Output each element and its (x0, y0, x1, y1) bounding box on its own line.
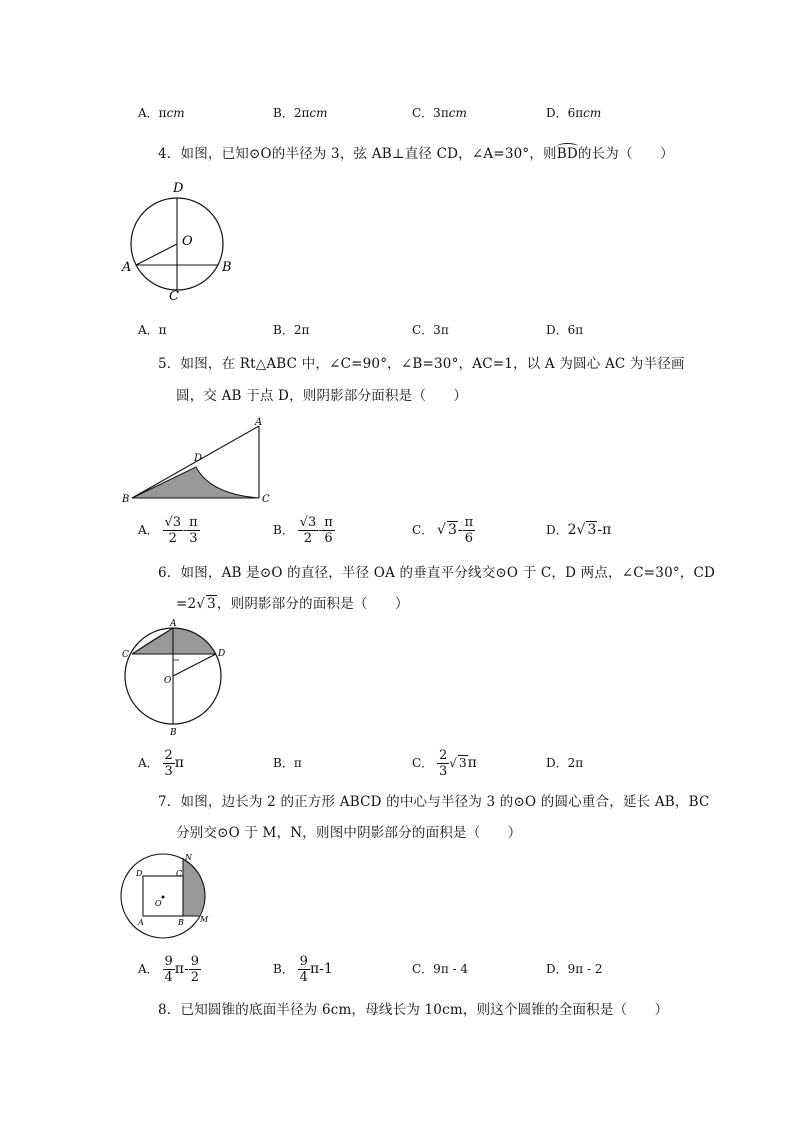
q6-question-line1: 6．如图，AB 是⊙O 的直径，半径 OA 的垂直平分线交⊙O 于 C，D 两点，∠C=30°，CD (158, 565, 716, 581)
q6-option-b: B．π (273, 756, 302, 770)
q6-label-c: C (122, 650, 129, 660)
q7-label-n: N (185, 853, 192, 862)
q6-option-d: D．2π (546, 756, 584, 770)
q5-label-d: D (194, 453, 203, 464)
q8-question: 8．已知圆锥的底面半径为 6cm，母线长为 10cm，则这个圆锥的全面积是（ ） (158, 1002, 669, 1018)
q4-question: 4．如图，已知⊙O的半径为 3，弦 AB⊥直径 CD，∠A=30°，则 BD的长为（ ） (158, 142, 674, 162)
q5-question-line1: 5．如图，在 Rt△ABC 中，∠C=90°，∠B=30°，AC=1，以 A 为圆心 AC 为半径画 (158, 356, 685, 372)
q5-option-d: D．2√ 3-π (546, 522, 612, 538)
q5-option-a: A． $\frac{√3}{2}$ - $\frac{\pi}{3}$ (138, 515, 198, 546)
q5-label-c: C (262, 494, 270, 505)
q4-circle-figure (118, 176, 238, 306)
q4-option-b: B．2π (273, 323, 310, 337)
q4-label-a: A (122, 260, 132, 275)
q5-option-b: B． $\frac{√3}{2}$ - $\frac{\pi}{6}$ (273, 515, 333, 546)
q7-center-point (162, 896, 165, 899)
q3-option-c: C．3πcm (412, 106, 467, 120)
q6-circle-figure (118, 616, 238, 740)
q4-label-o: O (182, 234, 193, 249)
q4-label-b: B (222, 260, 232, 275)
q4-option-a: A．π (138, 323, 167, 337)
q3-option-a: A．πcm (138, 106, 185, 120)
q7-option-b: B． $\frac{9}{4}$ π-1 (273, 954, 333, 985)
q6-option-c: C． $\frac{2}{3}$ √ 3π (412, 748, 477, 779)
q5-label-b: B (122, 494, 130, 505)
q7-label-o: O (155, 899, 162, 908)
q4-label-d: D (173, 181, 184, 196)
q6-label-o: O (164, 676, 172, 686)
q7-question-line2: 分别交⊙O 于 M，N，则图中阴影部分的面积是（ ） (176, 825, 522, 841)
q6-option-a: A． $\frac{2}{3}$ π (138, 748, 184, 779)
q5-question-line2: 圆，交 AB 于点 D，则阴影部分面积是（ ） (176, 388, 468, 404)
q7-question-line1: 7．如图，边长为 2 的正方形 ABCD 的中心与半径为 3 的⊙O 的圆心重合，延长 AB，BC (158, 794, 710, 810)
q5-option-c: C． √ 3- $\frac{\pi}{6}$ (412, 515, 474, 546)
q6-question-line2: =2√ 3，则阴影部分的面积是（ ） (176, 596, 409, 612)
q5-label-a: A (255, 417, 263, 428)
q6-right-angle-mark (173, 654, 179, 660)
q4-option-d: D．6π (546, 323, 584, 337)
q6-label-d: D (218, 649, 226, 659)
q6-label-b: B (170, 728, 177, 738)
q7-label-c: C (176, 869, 183, 878)
q7-square-circle-figure (118, 850, 218, 944)
q7-shaded-region (183, 858, 205, 916)
q6-segment-od (173, 654, 216, 676)
q6-label-a: A (170, 619, 177, 629)
q4-arc-label: BD (557, 146, 578, 162)
q4-label-c: C (169, 289, 179, 304)
q4-option-c: C．3π (412, 323, 449, 337)
q7-option-d: D．9π - 2 (546, 962, 603, 976)
q7-option-c: C．9π - 4 (412, 962, 469, 976)
q7-label-d: D (136, 869, 143, 878)
q3-option-d: D．6πcm (546, 106, 602, 120)
q5-triangle-figure (118, 416, 278, 508)
q7-label-m: M (200, 915, 209, 924)
q5-shaded-region (132, 467, 259, 498)
q4-segment-ao (136, 244, 177, 265)
q7-label-b: B (178, 918, 184, 927)
q3-option-b: B．2πcm (273, 106, 328, 120)
q7-option-a: A． $\frac{9}{4}$ π- $\frac{9}{2}$ (138, 954, 199, 985)
q7-label-a: A (138, 918, 144, 927)
